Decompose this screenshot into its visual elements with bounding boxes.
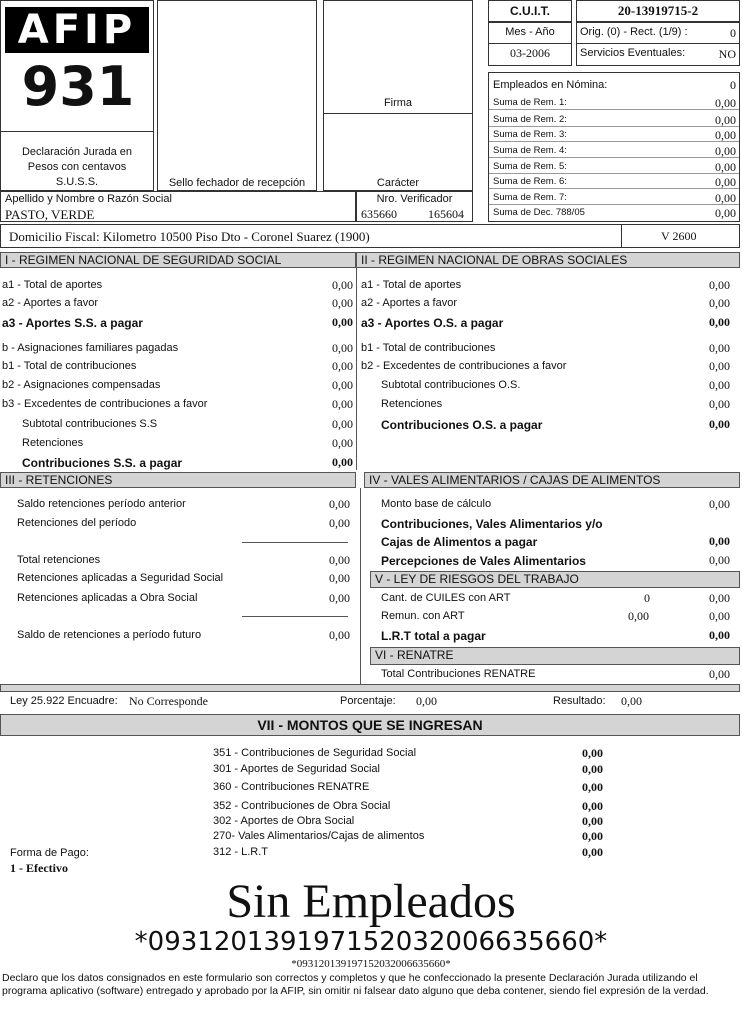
section2-row-label: Contribuciones O.S. a pagar <box>381 418 543 432</box>
address-box <box>0 224 740 248</box>
orig-box <box>576 22 740 66</box>
signature-label: Firma <box>383 97 413 109</box>
name-label: Apellido y Nombre o Razón Social <box>5 193 172 205</box>
section7-row-value: 0,00 <box>582 762 603 776</box>
law-label: Ley 25.922 Encuadre: <box>10 695 118 707</box>
payroll-value: 0 <box>730 78 736 92</box>
section1-row-label: b - Asignaciones familiares pagadas <box>2 342 179 354</box>
afip-logo: AFIP <box>5 7 149 53</box>
payment-value: 1 - Efectivo <box>10 861 68 875</box>
contrib-label-1: Contribuciones, Vales Alimentarios y/o <box>381 517 603 531</box>
payroll-label: Suma de Rem. 1: <box>493 97 567 108</box>
row-divider <box>489 173 739 174</box>
form-number: 931 <box>21 55 135 118</box>
section1-row-value: 0,00 <box>332 278 353 292</box>
pct-label: Porcentaje: <box>340 695 396 707</box>
section2-title: II - REGIMEN NACIONAL DE OBRAS SOCIALES <box>356 252 740 268</box>
row-divider <box>489 141 739 142</box>
payroll-label: Suma de Dec. 788/05 <box>493 207 585 218</box>
section1-row-value: 0,00 <box>332 436 353 450</box>
pct-value: 0,00 <box>416 694 437 708</box>
section3-row-value: 0,00 <box>329 553 350 567</box>
cuit-label-box <box>488 0 572 22</box>
section1-row-label: a1 - Total de aportes <box>2 279 103 291</box>
section7-row-label: 352 - Contribuciones de Obra Social <box>213 800 391 812</box>
section2-row-value: 0,00 <box>709 341 730 355</box>
section4-title: IV - VALES ALIMENTARIOS / CAJAS DE ALIMENTOS <box>364 472 740 488</box>
period-label: Mes - Año <box>505 26 555 38</box>
section1-row-label: b1 - Total de contribuciones <box>2 360 137 372</box>
section3-row-value: 0,00 <box>329 628 350 642</box>
section3-row-label: Retenciones aplicadas a Seguridad Social <box>17 572 224 584</box>
section1-row-label: b3 - Excedentes de contribuciones a favor <box>2 398 208 410</box>
remun-label: Remun. con ART <box>381 610 465 622</box>
barcode-big: *09312013919715203200663566​0* <box>134 927 608 957</box>
payroll-value: 0,00 <box>715 144 736 158</box>
section2-row-label: b1 - Total de contribuciones <box>361 342 496 354</box>
section7-row-value: 0,00 <box>582 845 603 859</box>
contrib-value: 0,00 <box>709 534 730 548</box>
section2-row-label: b2 - Excedentes de contribuciones a favor <box>361 360 567 372</box>
stamp-label: Sello fechador de recepción <box>168 177 306 189</box>
payroll-label: Suma de Rem. 6: <box>493 176 567 187</box>
percep-label: Percepciones de Vales Alimentarios <box>381 554 586 568</box>
payroll-value: 0,00 <box>715 175 736 189</box>
payroll-label: Suma de Rem. 5: <box>493 161 567 172</box>
payroll-value: 0,00 <box>715 128 736 142</box>
base-value: 0,00 <box>709 497 730 511</box>
renatre-total-label: Total Contribuciones RENATRE <box>381 668 536 680</box>
payroll-label: Suma de Rem. 7: <box>493 192 567 203</box>
section1-row-value: 0,00 <box>332 315 353 329</box>
row-divider <box>489 188 739 189</box>
section3-row-value: 0,00 <box>329 571 350 585</box>
section1-row-value: 0,00 <box>332 455 353 469</box>
section3-title: III - RETENCIONES <box>0 472 356 488</box>
orig-label: Orig. (0) - Rect. (1/9) : <box>580 26 688 38</box>
logo-box <box>0 0 154 191</box>
cuit-value: 20-13919715-2 <box>617 3 699 18</box>
section1-row-value: 0,00 <box>332 359 353 373</box>
cuit-label: C.U.I.T. <box>509 4 550 18</box>
percep-value: 0,00 <box>709 553 730 567</box>
verifier-label: Nro. Verificador <box>376 193 453 205</box>
section7-row-value: 0,00 <box>582 814 603 828</box>
section1-row-label: a2 - Aportes a favor <box>2 297 98 309</box>
section3-row-label: Total retenciones <box>17 554 101 566</box>
section2-row-value: 0,00 <box>709 359 730 373</box>
section1-row-value: 0,00 <box>332 341 353 355</box>
signature-box <box>323 0 473 191</box>
cuit-value-box <box>576 0 740 22</box>
section3-row-label: Retenciones aplicadas a Obra Social <box>17 592 198 604</box>
section7-row-label: 270- Vales Alimentarios/Cajas de alimentos <box>213 830 425 842</box>
verifier-box <box>356 191 473 222</box>
section2-row-value: 0,00 <box>709 397 730 411</box>
section2-row-label: a1 - Total de aportes <box>361 279 462 291</box>
section1-row-label: Retenciones <box>22 437 84 449</box>
section2-row-label: Subtotal contribuciones O.S. <box>381 379 521 391</box>
declaration-text: Declaro que los datos consignados en este formulario son correctos y completos y que he confeccionado la presente Declaración Jurada utilizando el programa aplicativo (software) entregado y aprobado por la AFIP, sin omitir ni falsear dato alguno que deba contener, siendo fiel expresión de la verdad. <box>2 972 709 997</box>
payroll-label: Suma de Rem. 3: <box>493 129 567 140</box>
lrt-value: 0,00 <box>709 628 730 642</box>
payroll-value: 0,00 <box>715 113 736 127</box>
lrt-label: L.R.T total a pagar <box>381 629 486 643</box>
section2-row-label: a3 - Aportes O.S. a pagar <box>361 316 504 330</box>
law-value: No Corresponde <box>129 694 208 708</box>
section2-row-value: 0,00 <box>709 417 730 431</box>
section3-row-label: Saldo de retenciones a período futuro <box>17 629 202 641</box>
section2-row-label: a2 - Aportes a favor <box>361 297 457 309</box>
row-divider <box>489 109 739 110</box>
payroll-value: 0,00 <box>715 206 736 220</box>
period-box <box>488 22 572 66</box>
section7-row-value: 0,00 <box>582 799 603 813</box>
fiscal-address: Domicilio Fiscal: Kilometro 10500 Piso Dto - Coronel Suarez (1900) <box>9 229 370 244</box>
renatre-total-value: 0,00 <box>709 667 730 681</box>
eventual-value: NO <box>718 47 736 61</box>
cuiles-label: Cant. de CUILES con ART <box>381 592 511 604</box>
payroll-box <box>488 72 740 222</box>
section1-row-value: 0,00 <box>332 417 353 431</box>
eventual-label: Servicios Eventuales: <box>580 47 686 59</box>
payment-label: Forma de Pago: <box>10 847 89 859</box>
payroll-label: Empleados en Nómina: <box>493 79 608 91</box>
section2-row-value: 0,00 <box>709 278 730 292</box>
period-value: 03-2006 <box>510 46 550 60</box>
section1-row-value: 0,00 <box>332 296 353 310</box>
cuiles-count: 0 <box>644 591 650 605</box>
section7-title: VII - MONTOS QUE SE INGRESAN <box>0 714 740 736</box>
section1-row-label: Contribuciones S.S. a pagar <box>22 456 183 470</box>
section1-row-value: 0,00 <box>332 397 353 411</box>
section7-row-label: 312 - L.R.T <box>213 846 269 858</box>
payroll-label: Suma de Rem. 4: <box>493 145 567 156</box>
remun-value-1: 0,00 <box>628 609 649 623</box>
section2-row-value: 0,00 <box>709 378 730 392</box>
version-label: V 2600 <box>661 229 697 243</box>
verifier-value-2: 165604 <box>428 207 464 221</box>
law-separator <box>0 684 740 692</box>
stamp-box <box>157 0 317 191</box>
section3-row-value: 0,00 <box>329 591 350 605</box>
result-label: Resultado: <box>553 695 606 707</box>
verifier-value-1: 635660 <box>361 207 397 221</box>
section6-title: VI - RENATRE <box>370 647 740 665</box>
section3-row-value: 0,00 <box>329 516 350 530</box>
section2-row-value: 0,00 <box>709 296 730 310</box>
contrib-label-2: Cajas de Alimentos a pagar <box>381 535 538 549</box>
character-label: Carácter <box>376 177 420 189</box>
row-divider <box>489 126 739 127</box>
section7-row-value: 0,00 <box>582 829 603 843</box>
section1-row-label: b2 - Asignaciones compensadas <box>2 379 161 391</box>
section7-row-label: 301 - Aportes de Seguridad Social <box>213 763 380 775</box>
section1-row-label: a3 - Aportes S.S. a pagar <box>2 316 143 330</box>
name-box <box>0 191 356 222</box>
section5-title: V - LEY DE RIESGOS DEL TRABAJO <box>370 571 740 588</box>
section7-row-label: 351 - Contribuciones de Seguridad Social <box>213 747 417 759</box>
section7-row-label: 302 - Aportes de Obra Social <box>213 815 355 827</box>
orig-value: 0 <box>730 26 736 40</box>
payroll-label: Suma de Rem. 2: <box>493 114 567 125</box>
section7-row-value: 0,00 <box>582 746 603 760</box>
section1-row-value: 0,00 <box>332 378 353 392</box>
payroll-value: 0,00 <box>715 160 736 174</box>
base-label: Monto base de cálculo <box>381 498 492 510</box>
payroll-value: 0,00 <box>715 191 736 205</box>
section1-title: I - REGIMEN NACIONAL DE SEGURIDAD SOCIAL <box>0 252 356 268</box>
section2-row-label: Retenciones <box>381 398 443 410</box>
section3-row-value: 0,00 <box>329 497 350 511</box>
section7-row-label: 360 - Contribuciones RENATRE <box>213 781 370 793</box>
result-value: 0,00 <box>621 694 642 708</box>
row-divider <box>489 204 739 205</box>
section7-row-value: 0,00 <box>582 780 603 794</box>
cuiles-value: 0,00 <box>709 591 730 605</box>
section3-row-label: Saldo retenciones período anterior <box>17 498 186 510</box>
section2-row-value: 0,00 <box>709 315 730 329</box>
sin-empleados-title: Sin Empleados <box>226 875 516 928</box>
barcode-small: *093120139197152032006635660* <box>291 958 451 970</box>
name-value: PASTO, VERDE <box>5 207 95 222</box>
section3-row-label: Retenciones del período <box>17 517 137 529</box>
remun-value-2: 0,00 <box>709 609 730 623</box>
form-description: Declaración Jurada en Pesos con centavos S.U.S.S. <box>21 146 133 188</box>
section1-row-label: Subtotal contribuciones S.S <box>22 418 158 430</box>
row-divider <box>489 157 739 158</box>
payroll-value: 0,00 <box>715 96 736 110</box>
